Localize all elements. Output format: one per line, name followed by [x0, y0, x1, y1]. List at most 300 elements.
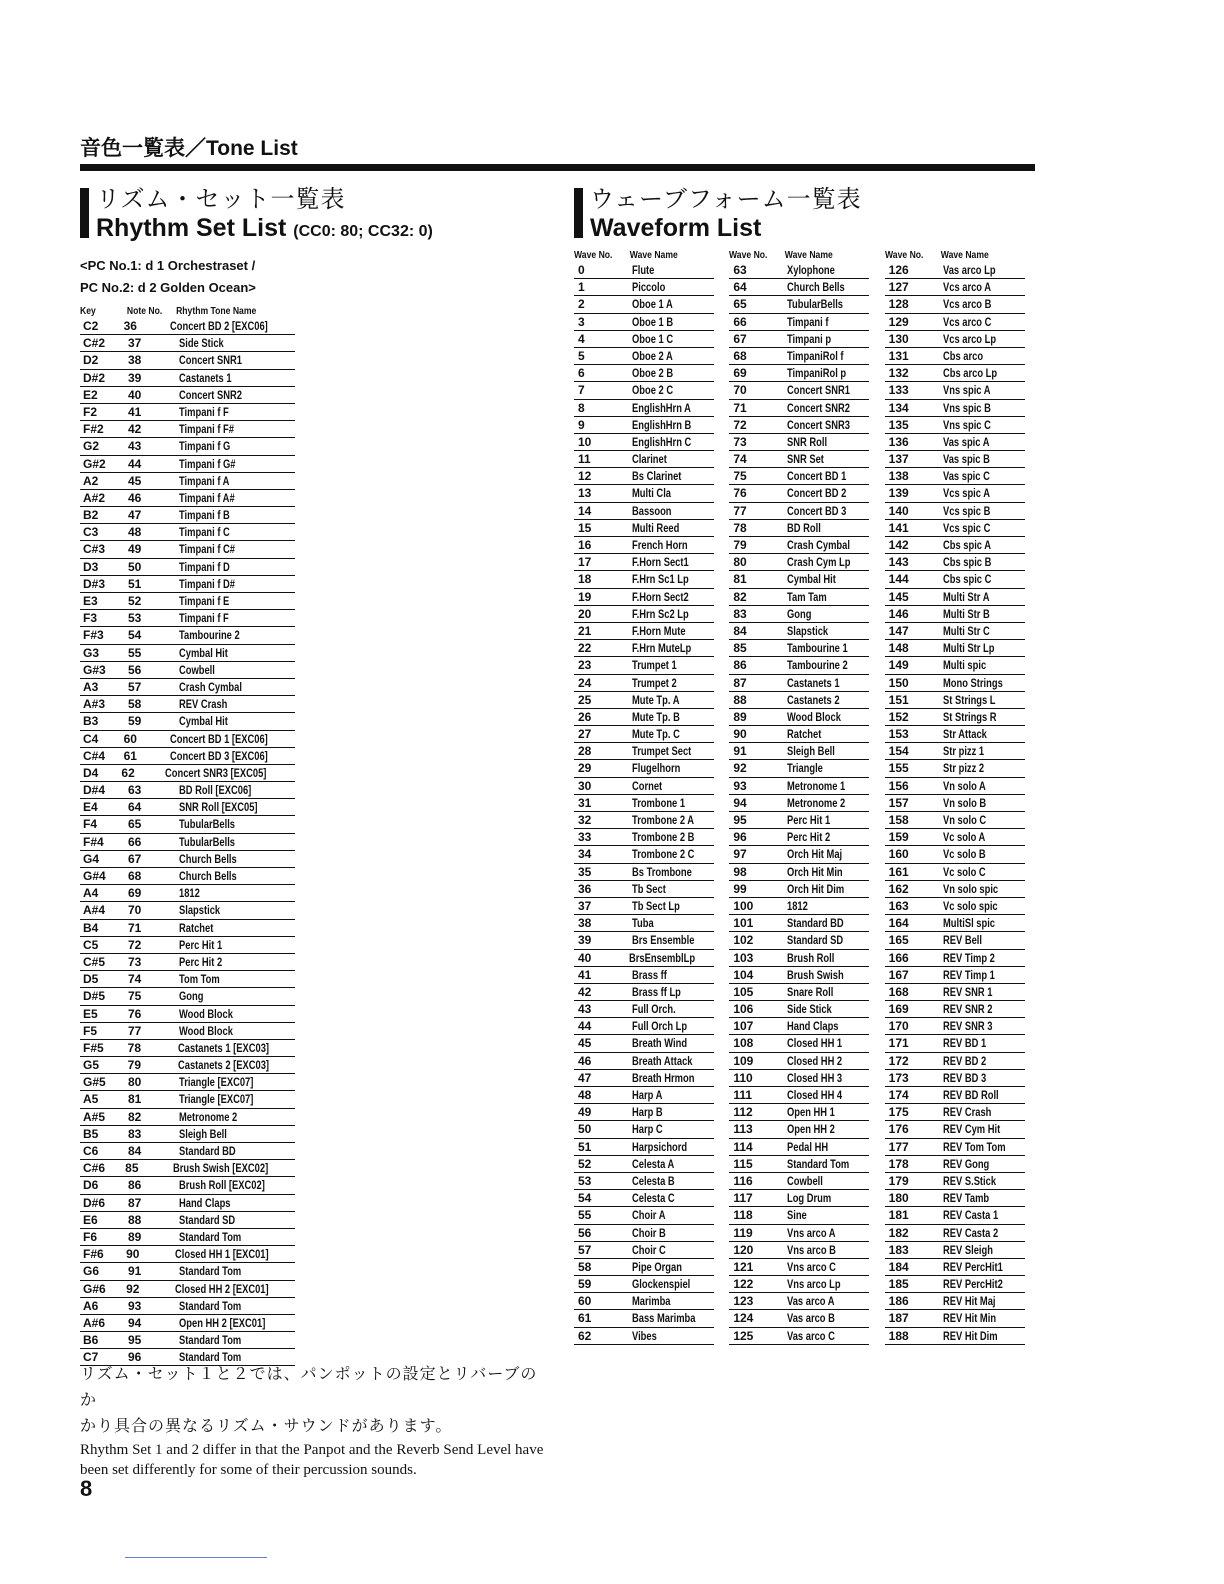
table-row	[80, 438, 295, 455]
tone-name-cell: Sleigh Bell	[179, 1126, 227, 1141]
table-row	[729, 915, 869, 932]
key-cell: G4	[83, 851, 100, 866]
wave-no-cell: 70	[733, 383, 747, 398]
wave-no-cell: 2	[578, 297, 585, 312]
table-row	[729, 1001, 869, 1018]
wave-name-cell: Cornet	[632, 778, 663, 793]
table-row	[885, 984, 1025, 1001]
note-cell: 66	[128, 834, 142, 849]
wave-no-cell: 151	[888, 692, 909, 707]
table-row	[80, 1229, 295, 1246]
wave-name-cell: Vas arco Lp	[942, 263, 996, 277]
table-row	[574, 262, 714, 279]
table-row	[729, 314, 869, 331]
wave-name-cell: REV Hit Maj	[942, 1294, 996, 1309]
wave-name-cell: Crash Cym Lp	[787, 555, 851, 570]
wave-name-cell: Concert SNR1	[787, 383, 851, 398]
key-cell: F#6	[83, 1247, 104, 1262]
tone-name-cell: Timpani f G	[179, 439, 231, 454]
wave-name-cell: Trumpet 1	[632, 658, 677, 673]
key-column-header: Key	[80, 305, 96, 317]
wave-no-cell: 155	[888, 761, 909, 776]
wave-no-cell: 168	[888, 984, 909, 999]
wave-no-cell: 188	[888, 1328, 909, 1343]
wave-no-cell: 181	[888, 1208, 909, 1223]
table-row	[574, 400, 714, 417]
wave-name-cell: Oboe 1 C	[632, 331, 674, 346]
table-row	[80, 816, 295, 833]
note-cell: 46	[128, 490, 142, 505]
wave-name-cell: Oboe 1 B	[632, 314, 674, 329]
table-row	[80, 1315, 295, 1332]
key-cell: C2	[83, 319, 99, 333]
key-cell: G#6	[83, 1281, 106, 1296]
table-row	[885, 743, 1025, 760]
footer-rule	[125, 1557, 267, 1558]
wave-name-cell: MultiSl spic	[942, 916, 995, 931]
note-cell: 52	[128, 594, 142, 608]
waveform-column	[574, 248, 727, 1345]
wave-name-cell: St Strings R	[942, 709, 997, 724]
wave-name-cell: Vcs arco Lp	[942, 331, 996, 346]
table-row	[885, 881, 1025, 898]
wave-name-cell: Vn solo C	[942, 813, 986, 827]
table-row	[574, 589, 714, 606]
wave-name-cell: TimpaniRol p	[787, 366, 847, 381]
note-cell: 58	[128, 697, 142, 712]
wave-no-cell: 78	[733, 520, 747, 535]
table-row	[885, 382, 1025, 399]
tone-name-cell: Tom Tom	[179, 972, 220, 987]
wave-no-cell: 113	[733, 1122, 753, 1137]
wave-no-cell: 184	[888, 1259, 909, 1274]
table-row	[80, 1143, 295, 1160]
note-cell: 60	[123, 731, 137, 746]
wave-name-cell: Tambourine 2	[787, 658, 849, 673]
wave-no-cell: 173	[888, 1070, 909, 1085]
wave-name-cell: Pedal HH	[787, 1139, 829, 1154]
note-cell: 77	[128, 1023, 142, 1038]
wave-name-cell: Vc solo C	[942, 864, 986, 879]
wave-name-cell: Log Drum	[787, 1191, 832, 1206]
wave-no-cell: 15	[578, 520, 592, 535]
wave-no-cell: 124	[733, 1311, 754, 1326]
key-cell: C#5	[83, 954, 106, 969]
table-row	[574, 1035, 714, 1052]
tone-name-cell: Timpani f E	[179, 594, 230, 608]
table-row	[574, 675, 714, 692]
key-cell: A#5	[83, 1109, 106, 1124]
wave-name-cell: REV BD 2	[942, 1053, 986, 1068]
table-row	[729, 1328, 869, 1345]
wave-name-cell: Str pizz 1	[942, 744, 984, 759]
wave-name-cell: Piccolo	[632, 280, 666, 295]
note-cell: 74	[128, 972, 142, 987]
rhythm-set-section	[80, 186, 520, 1366]
note-cell: 73	[128, 954, 142, 969]
waveform-table-header	[574, 248, 689, 262]
table-row	[80, 1006, 295, 1023]
note-cell: 61	[123, 748, 137, 763]
wave-name-cell: F.Hrn MuteLp	[632, 641, 692, 656]
wave-name-cell: Brush Roll	[787, 950, 835, 965]
table-row	[80, 1298, 295, 1315]
rhythm-set-note	[80, 1362, 550, 1480]
wave-no-cell: 83	[733, 606, 747, 621]
wave-name-cell: Vcs spic B	[942, 503, 991, 518]
wave-name-cell: Mute Tp. C	[632, 727, 680, 742]
note-jp-line-2: かり具合の異なるリズム・サウンドがあります。	[80, 1418, 453, 1435]
page-title: 音色一覧表／Tone List	[80, 137, 298, 160]
key-cell: A5	[83, 1092, 99, 1107]
wave-no-cell: 60	[578, 1294, 592, 1309]
tone-name-cell: Concert BD 3 [EXC06]	[169, 748, 268, 763]
tone-column-header: Rhythm Tone Name	[176, 305, 257, 317]
wave-no-cell: 185	[888, 1277, 909, 1292]
table-row	[574, 812, 714, 829]
table-row	[574, 1190, 714, 1207]
tone-name-cell: Castanets 1 [EXC03]	[178, 1040, 270, 1055]
table-row	[885, 348, 1025, 365]
wave-no-cell: 24	[578, 675, 592, 690]
wave-no-cell: 130	[888, 331, 909, 346]
tone-name-cell: Perc Hit 2	[179, 954, 223, 969]
wave-no-cell: 66	[733, 314, 747, 329]
wave-no-cell: 161	[888, 864, 909, 879]
table-row	[729, 675, 869, 692]
wave-name-cell: F.Horn Mute	[632, 623, 686, 638]
key-cell: C#6	[83, 1161, 106, 1176]
table-row	[885, 709, 1025, 726]
tone-name-cell: Standard Tom	[179, 1264, 242, 1279]
table-row	[574, 657, 714, 674]
wave-no-cell: 147	[888, 623, 909, 638]
wave-no-cell: 41	[578, 967, 592, 982]
table-row	[885, 726, 1025, 743]
table-row	[885, 778, 1025, 795]
table-row	[729, 984, 869, 1001]
wave-name-cell: Trombone 2 A	[632, 813, 695, 827]
tone-name-cell: Cymbal Hit	[179, 714, 228, 729]
wave-name-cell: Cbs spic A	[942, 538, 991, 552]
table-row	[80, 713, 295, 730]
key-cell: E6	[83, 1212, 98, 1227]
wave-name-cell: Oboe 2 C	[632, 383, 674, 398]
wave-no-cell: 20	[578, 606, 592, 621]
wave-name-cell: Breath Hrmon	[632, 1070, 695, 1085]
table-row	[885, 520, 1025, 537]
tone-name-cell: Concert SNR3 [EXC05]	[164, 765, 267, 780]
wave-no-cell: 81	[733, 572, 747, 587]
wave-name-cell: Glockenspiel	[632, 1277, 691, 1292]
table-row	[80, 696, 295, 713]
table-row	[729, 657, 869, 674]
wave-name-cell: REV PercHit2	[942, 1277, 1003, 1292]
note-cell: 65	[128, 817, 142, 832]
wave-name-cell: Cbs spic C	[942, 572, 992, 587]
wave-no-cell: 50	[578, 1122, 592, 1137]
wave-no-cell: 164	[888, 916, 909, 931]
wave-no-cell: 107	[733, 1019, 754, 1034]
wave-name-cell: Metronome 1	[787, 778, 846, 793]
wave-name-cell: Oboe 1 A	[632, 297, 673, 312]
wave-name-cell: Concert BD 3	[787, 503, 847, 518]
waveform-heading	[574, 186, 1040, 242]
key-cell: C4	[83, 731, 99, 746]
table-row	[574, 296, 714, 313]
table-row	[574, 451, 714, 468]
wave-no-cell: 26	[578, 709, 592, 724]
wave-name-cell: Church Bells	[787, 280, 846, 295]
table-row	[574, 640, 714, 657]
tone-name-cell: Metronome 2	[179, 1109, 238, 1124]
wave-no-cell: 10	[578, 434, 592, 449]
table-row	[729, 485, 869, 502]
table-row	[885, 1225, 1025, 1242]
wave-name-cell: REV Cym Hit	[942, 1122, 1000, 1137]
key-cell: G3	[83, 645, 100, 660]
wave-name-cell: Ratchet	[787, 727, 822, 742]
wave-name-cell: Vns spic B	[942, 400, 991, 415]
table-row	[729, 709, 869, 726]
waveform-heading-jp: ウェーブフォーム一覧表	[590, 186, 862, 213]
wave-name-cell: Open HH 1	[787, 1105, 836, 1120]
tone-name-cell: Concert BD 2 [EXC06]	[169, 319, 268, 333]
wave-no-cell: 160	[888, 847, 909, 862]
note-cell: 62	[121, 765, 135, 780]
tone-name-cell: Church Bells	[179, 851, 237, 866]
key-cell: C5	[83, 937, 99, 952]
wave-no-cell: 116	[733, 1173, 753, 1188]
wave-name-cell: Vns arco Lp	[787, 1277, 841, 1292]
wave-name-cell: Castanets 1	[787, 675, 840, 690]
wave-no-cell: 125	[733, 1328, 754, 1343]
wave-no-cell: 77	[733, 503, 747, 518]
tone-name-cell: Perc Hit 1	[179, 937, 223, 952]
tone-name-cell: Ratchet	[179, 920, 214, 935]
table-row	[574, 606, 714, 623]
table-row	[885, 675, 1025, 692]
wave-no-cell: 33	[578, 830, 592, 845]
wave-no-cell: 18	[578, 572, 592, 587]
wave-no-cell: 154	[888, 744, 909, 759]
table-row	[729, 468, 869, 485]
table-row	[885, 571, 1025, 588]
wave-name-cell: St Strings L	[942, 692, 996, 707]
wave-name-cell: Vns spic C	[942, 417, 991, 432]
table-row	[80, 456, 295, 473]
wave-no-cell: 102	[733, 933, 754, 948]
tone-name-cell: Open HH 2 [EXC01]	[179, 1315, 266, 1330]
wave-no-cell: 96	[733, 830, 747, 845]
wave-no-cell: 136	[888, 434, 909, 449]
table-row	[574, 846, 714, 863]
wave-name-cell: Gong	[787, 606, 812, 621]
key-cell: F2	[83, 404, 98, 419]
table-row	[80, 799, 295, 816]
wave-name-cell: REV Casta 1	[942, 1208, 998, 1223]
tone-name-cell: Tambourine 2	[179, 628, 240, 643]
table-row	[885, 485, 1025, 502]
table-row	[80, 937, 295, 954]
wave-no-cell: 12	[578, 469, 592, 484]
wave-no-cell: 109	[733, 1053, 754, 1068]
wave-no-cell: 29	[578, 761, 592, 776]
wave-no-cell: 5	[578, 348, 585, 363]
wave-no-cell: 44	[578, 1019, 592, 1034]
wave-no-cell: 114	[733, 1139, 753, 1154]
wave-no-cell: 74	[733, 452, 747, 467]
table-row	[80, 782, 295, 799]
table-row	[574, 314, 714, 331]
table-row	[574, 468, 714, 485]
wave-name-cell: Perc Hit 1	[787, 813, 831, 827]
key-cell: F#2	[83, 422, 104, 437]
table-row	[729, 1121, 869, 1138]
table-row	[729, 1190, 869, 1207]
table-row	[80, 885, 295, 902]
key-cell: G2	[83, 439, 100, 454]
tone-name-cell: Standard Tom	[179, 1350, 242, 1365]
wave-name-cell: Side Stick	[787, 1002, 833, 1017]
note-cell: 79	[127, 1058, 142, 1073]
key-cell: G5	[83, 1058, 100, 1073]
wave-no-cell: 101	[733, 916, 754, 931]
table-row	[729, 331, 869, 348]
wave-no-cell: 23	[578, 658, 592, 673]
key-cell: A2	[83, 473, 99, 488]
wave-no-cell: 65	[733, 297, 747, 312]
wave-no-cell: 87	[733, 675, 747, 690]
wave-no-cell: 142	[888, 538, 909, 552]
table-row	[885, 1087, 1025, 1104]
tone-name-cell: Wood Block	[179, 1006, 233, 1021]
table-row	[885, 262, 1025, 279]
heading-bar	[574, 188, 583, 238]
key-cell: A#2	[83, 490, 106, 505]
table-row	[80, 1023, 295, 1040]
wave-name-cell: F.Hrn Sc2 Lp	[632, 606, 689, 621]
wave-no-cell: 21	[578, 623, 592, 638]
tone-name-cell: TubularBells	[179, 834, 236, 849]
wave-no-cell: 138	[888, 469, 909, 484]
wave-no-cell: 158	[888, 813, 909, 827]
tone-name-cell: Castanets 1	[179, 370, 232, 385]
table-row	[80, 1126, 295, 1143]
table-row	[729, 640, 869, 657]
table-row	[885, 1121, 1025, 1138]
wave-no-cell: 68	[733, 348, 747, 363]
table-row	[574, 778, 714, 795]
table-row	[729, 1087, 869, 1104]
table-row	[80, 593, 295, 610]
wave-name-cell: Trombone 2 C	[632, 847, 695, 862]
key-cell: E2	[83, 387, 98, 402]
wave-no-cell: 104	[733, 967, 754, 982]
wave-name-cell: Vcs arco A	[942, 280, 991, 295]
rhythm-table-header	[80, 304, 256, 318]
wave-name-cell: Wood Block	[787, 709, 842, 724]
table-row	[574, 1053, 714, 1070]
note-cell: 44	[128, 456, 142, 471]
tone-name-cell: Timpani f F	[179, 611, 229, 626]
key-cell: F#4	[83, 834, 104, 849]
table-row	[80, 1195, 295, 1212]
table-row	[885, 1053, 1025, 1070]
table-row	[80, 1263, 295, 1280]
table-row	[574, 795, 714, 812]
wave-no-cell: 31	[578, 795, 592, 810]
table-row	[885, 417, 1025, 434]
wave-name-cell: F.Horn Sect2	[632, 589, 689, 604]
table-row	[80, 524, 295, 541]
key-cell: E5	[83, 1006, 98, 1021]
wave-no-cell: 90	[733, 727, 747, 742]
note-cell: 71	[128, 920, 142, 935]
table-row	[729, 692, 869, 709]
wave-name-cell: Oboe 2 B	[632, 366, 674, 381]
note-cell: 53	[128, 611, 142, 626]
table-row	[729, 434, 869, 451]
wave-no-cell: 16	[578, 538, 592, 552]
table-row	[729, 932, 869, 949]
tone-name-cell: Wood Block	[179, 1023, 233, 1038]
wave-name-cell: SNR Set	[787, 452, 825, 467]
table-row	[574, 864, 714, 881]
table-row	[574, 692, 714, 709]
waveform-tables	[574, 248, 1040, 1345]
table-row	[80, 731, 295, 748]
key-cell: A#3	[83, 697, 106, 712]
key-cell: B2	[83, 508, 99, 523]
wave-no-cell: 4	[578, 331, 585, 346]
table-row	[729, 829, 869, 846]
note-cell: 89	[128, 1229, 142, 1244]
wave-no-cell: 95	[733, 813, 747, 827]
tone-name-cell: Concert BD 1 [EXC06]	[169, 731, 268, 746]
table-row	[729, 1104, 869, 1121]
table-row	[729, 726, 869, 743]
wave-name-cell: Multi Reed	[632, 520, 680, 535]
wave-name-cell: Sine	[787, 1208, 808, 1223]
wave-no-cell: 0	[578, 263, 585, 277]
note-cell: 47	[128, 508, 142, 523]
key-cell: D3	[83, 559, 99, 574]
wave-no-cell: 117	[733, 1191, 753, 1206]
wave-no-cell: 72	[733, 417, 747, 432]
wave-no-cell: 3	[578, 314, 585, 329]
table-row	[729, 296, 869, 313]
table-row	[574, 881, 714, 898]
tone-name-cell: Timpani f F#	[179, 422, 234, 437]
table-row	[574, 279, 714, 296]
table-row	[729, 760, 869, 777]
wave-name-cell: Standard SD	[787, 933, 844, 948]
key-cell: D5	[83, 972, 99, 987]
note-cell: 51	[128, 576, 142, 591]
waveform-table-header	[729, 248, 844, 262]
note-cell: 86	[128, 1178, 142, 1193]
wave-no-cell: 11	[578, 452, 591, 467]
wave-no-cell: 149	[888, 658, 909, 673]
table-row	[729, 382, 869, 399]
table-row	[80, 387, 295, 404]
wave-no-cell: 84	[733, 623, 747, 638]
table-row	[574, 967, 714, 984]
table-row	[574, 932, 714, 949]
table-row	[885, 1328, 1025, 1345]
table-row	[885, 1156, 1025, 1173]
